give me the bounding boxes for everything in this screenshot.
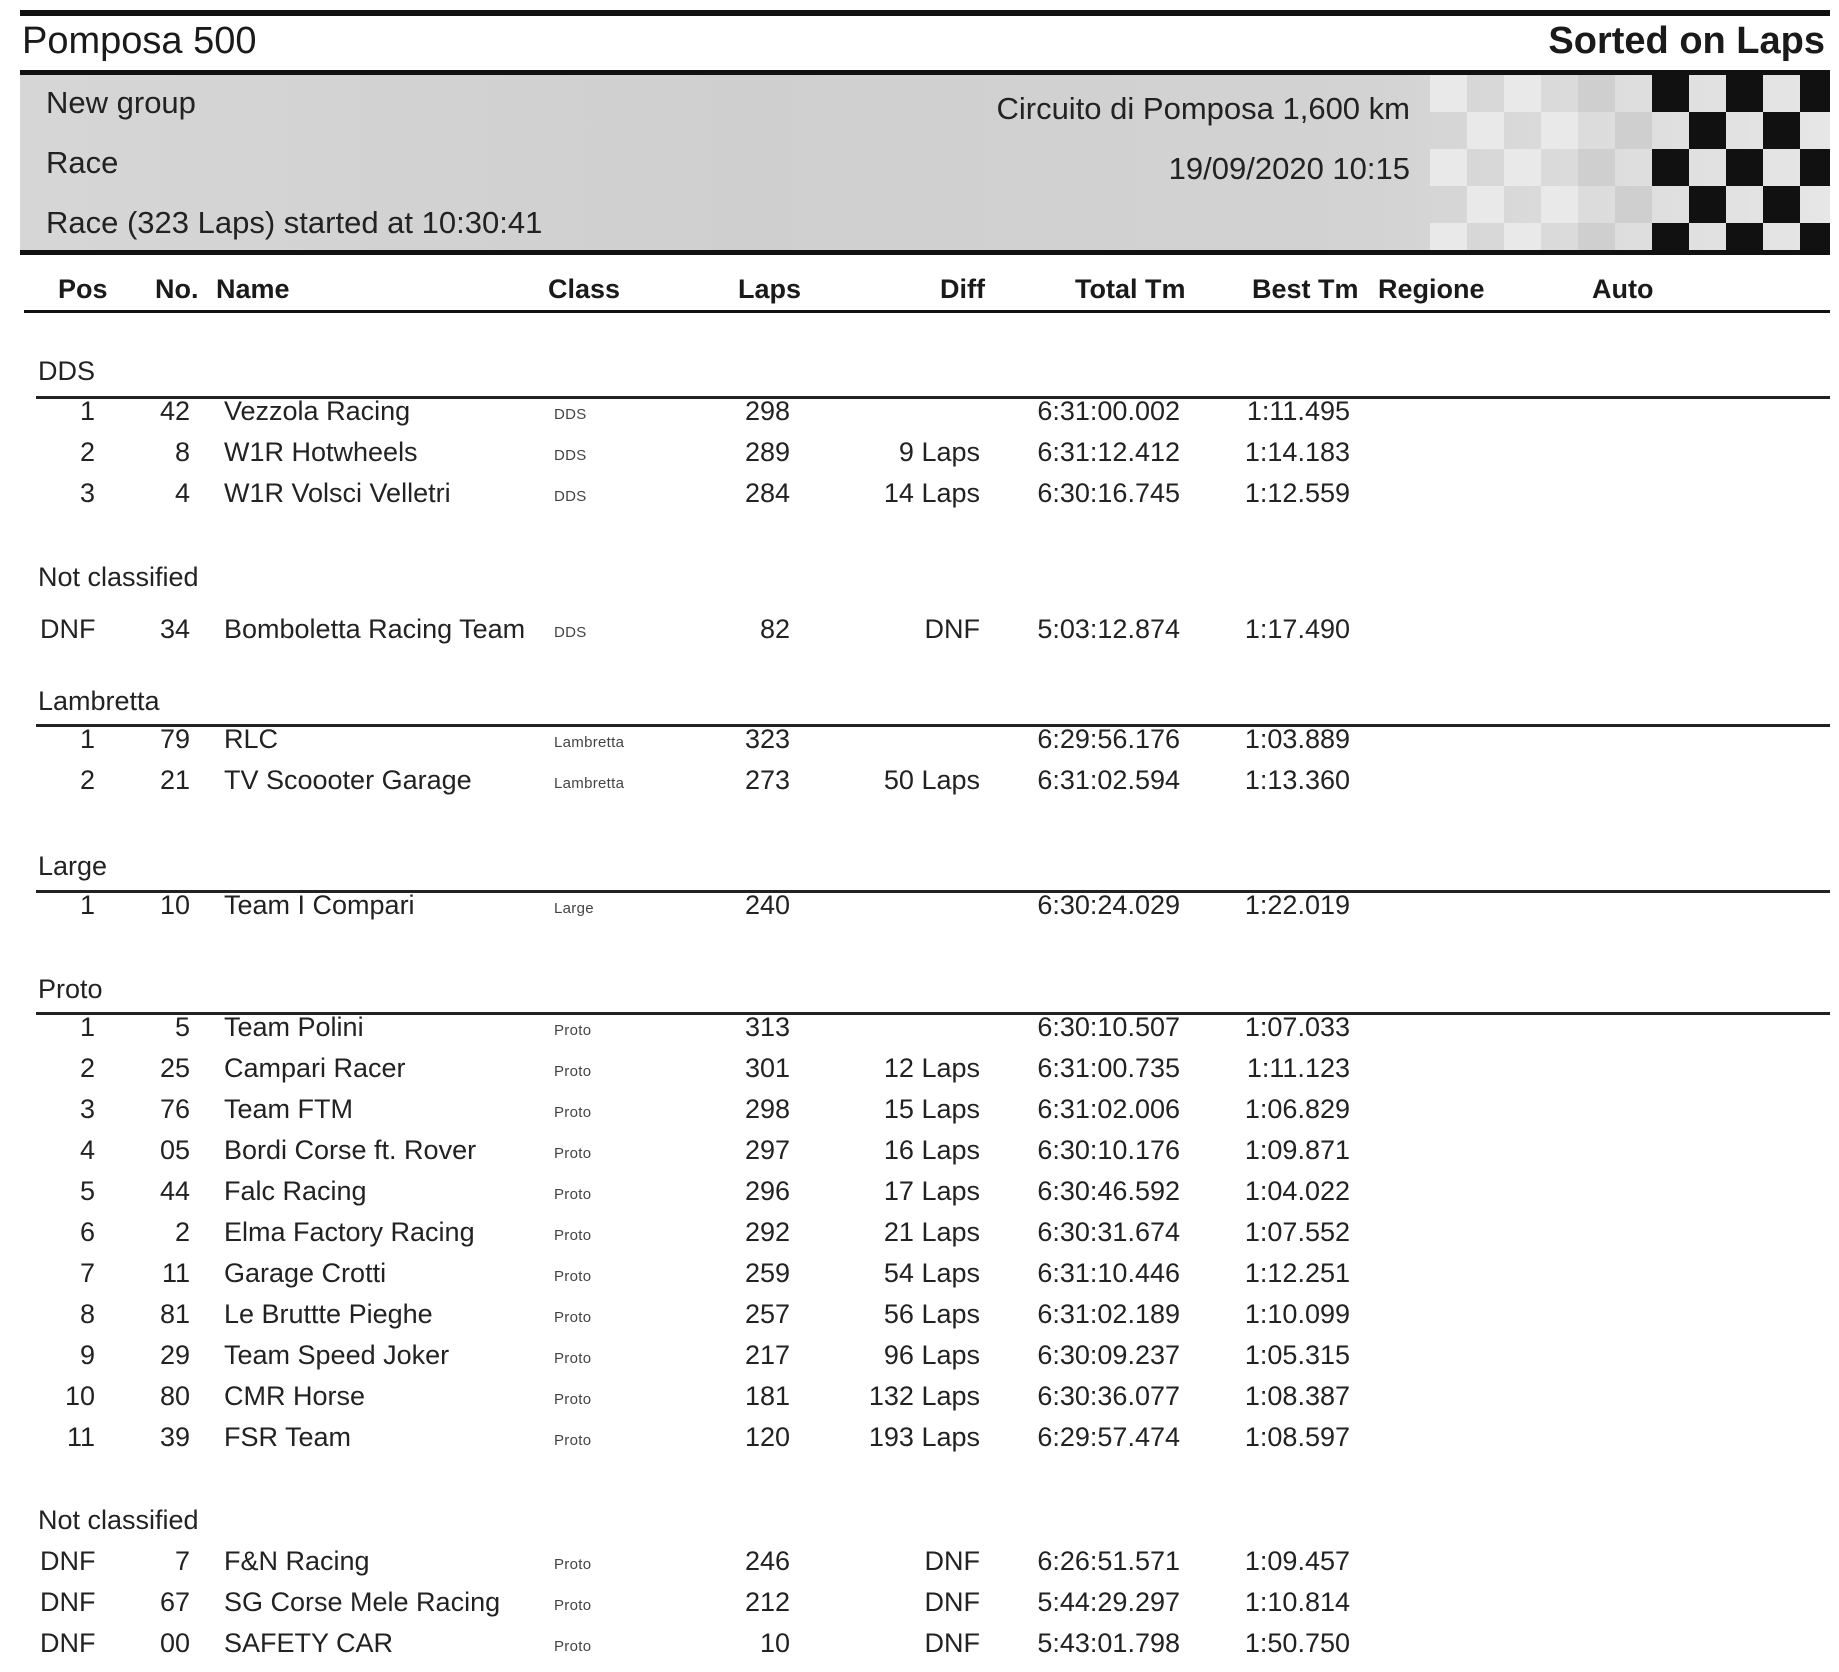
cell-pos: 2 [79, 765, 95, 795]
cell-pos: 1 [79, 890, 95, 920]
sort-label: Sorted on Laps [1548, 20, 1825, 62]
cell-total-time: 5:03:12.874 [1037, 614, 1180, 644]
cell-laps: 273 [744, 765, 790, 795]
cell-total-time: 6:30:09.237 [1037, 1340, 1180, 1370]
cell-number: 4 [174, 478, 190, 508]
result-row [0, 1340, 1839, 1380]
cell-class: Proto [554, 1391, 592, 1408]
cell-pos: 1 [79, 396, 95, 426]
cell-diff: 16 Laps [883, 1135, 980, 1165]
cell-diff: 12 Laps [883, 1053, 980, 1083]
column-header-rule [24, 310, 1830, 313]
cell-laps: 323 [744, 724, 790, 754]
cell-laps: 82 [759, 614, 790, 644]
cell-team-name: Le Bruttte Pieghe [224, 1299, 433, 1329]
cell-diff: 14 Laps [883, 478, 980, 508]
cell-pos: DNF [40, 1546, 96, 1576]
cell-number: 2 [174, 1217, 190, 1247]
cell-total-time: 6:31:02.594 [1037, 765, 1180, 795]
cell-pos: 9 [79, 1340, 95, 1370]
cell-pos: DNF [40, 614, 96, 644]
cell-diff: 21 Laps [883, 1217, 980, 1247]
cell-best-time: 1:13.360 [1244, 765, 1350, 795]
cell-class: DDS [554, 447, 587, 464]
cell-total-time: 6:30:10.176 [1037, 1135, 1180, 1165]
cell-pos: 6 [79, 1217, 95, 1247]
cell-class: Proto [554, 1350, 592, 1367]
cell-pos: 4 [79, 1135, 95, 1165]
cell-best-time: 1:10.099 [1244, 1299, 1350, 1329]
cell-best-time: 1:07.552 [1244, 1217, 1350, 1247]
cell-team-name: Falc Racing [224, 1176, 367, 1206]
cell-diff: 17 Laps [883, 1176, 980, 1206]
cell-diff: DNF [924, 1587, 980, 1617]
cell-best-time: 1:09.871 [1244, 1135, 1350, 1165]
cell-team-name: Campari Racer [224, 1053, 406, 1083]
col-best: Best Tm [1252, 274, 1359, 304]
cell-team-name: SAFETY CAR [224, 1628, 394, 1658]
cell-diff: DNF [924, 614, 980, 644]
cell-laps: 289 [744, 437, 790, 467]
cell-best-time: 1:09.457 [1244, 1546, 1350, 1576]
cell-pos: 11 [66, 1422, 95, 1452]
cell-best-time: 1:14.183 [1244, 437, 1350, 467]
cell-best-time: 1:22.019 [1244, 890, 1350, 920]
cell-team-name: W1R Hotwheels [224, 437, 418, 467]
col-total: Total Tm [1075, 274, 1186, 304]
cell-class: Lambretta [554, 734, 625, 751]
cell-number: 42 [159, 396, 190, 426]
cell-laps: 212 [744, 1587, 790, 1617]
col-pos: Pos [58, 274, 108, 304]
cell-best-time: 1:12.559 [1244, 478, 1350, 508]
cell-number: 25 [159, 1053, 190, 1083]
cell-total-time: 6:29:57.474 [1037, 1422, 1180, 1452]
cell-team-name: Team I Compari [224, 890, 415, 920]
cell-team-name: Team Polini [224, 1012, 364, 1042]
section-label: Not classified [38, 562, 199, 592]
cell-pos: 5 [79, 1176, 95, 1206]
result-row [0, 1381, 1839, 1421]
cell-pos: DNF [40, 1628, 96, 1658]
cell-total-time: 6:31:02.189 [1037, 1299, 1180, 1329]
result-row [0, 1258, 1839, 1298]
result-row [0, 437, 1839, 477]
cell-best-time: 1:12.251 [1244, 1258, 1350, 1288]
result-row [0, 1012, 1839, 1052]
cell-team-name: W1R Volsci Velletri [224, 478, 451, 508]
result-row [0, 765, 1839, 805]
cell-laps: 296 [744, 1176, 790, 1206]
cell-class: Large [554, 900, 594, 917]
section-label: Lambretta [38, 686, 160, 716]
cell-pos: DNF [40, 1587, 96, 1617]
section-label: Proto [38, 974, 103, 1004]
cell-diff: DNF [924, 1546, 980, 1576]
cell-team-name: F&N Racing [224, 1546, 370, 1576]
cell-pos: 1 [79, 724, 95, 754]
cell-class: Proto [554, 1309, 592, 1326]
cell-total-time: 6:30:16.745 [1037, 478, 1180, 508]
cell-diff: 54 Laps [883, 1258, 980, 1288]
result-row [0, 724, 1839, 764]
cell-team-name: Garage Crotti [224, 1258, 387, 1288]
cell-number: 67 [159, 1587, 190, 1617]
cell-best-time: 1:06.829 [1244, 1094, 1350, 1124]
cell-laps: 298 [744, 1094, 790, 1124]
result-row [0, 1628, 1839, 1668]
result-row [0, 1135, 1839, 1175]
event-title: Pomposa 500 [22, 20, 257, 62]
col-class: Class [548, 274, 621, 304]
checkered-flag-icon [1430, 75, 1830, 255]
cell-total-time: 6:31:10.446 [1037, 1258, 1180, 1288]
cell-number: 7 [174, 1546, 190, 1576]
cell-best-time: 1:17.490 [1244, 614, 1350, 644]
result-row [0, 1587, 1839, 1627]
cell-pos: 1 [79, 1012, 95, 1042]
cell-pos: 10 [64, 1381, 95, 1411]
result-row [0, 1094, 1839, 1134]
cell-team-name: CMR Horse [224, 1381, 366, 1411]
cell-best-time: 1:11.123 [1246, 1053, 1350, 1083]
cell-pos: 3 [79, 478, 95, 508]
group-name: New group [46, 85, 196, 120]
result-row [0, 890, 1839, 930]
cell-total-time: 6:31:00.735 [1037, 1053, 1180, 1083]
cell-team-name: RLC [224, 724, 279, 754]
cell-class: Proto [554, 1227, 592, 1244]
cell-diff: 56 Laps [883, 1299, 980, 1329]
cell-class: Proto [554, 1063, 592, 1080]
cell-laps: 217 [744, 1340, 790, 1370]
cell-total-time: 6:30:31.674 [1037, 1217, 1180, 1247]
cell-laps: 120 [744, 1422, 790, 1452]
result-row [0, 1053, 1839, 1093]
col-regione: Regione [1378, 274, 1485, 304]
session-name: Race [46, 145, 119, 180]
cell-number: 29 [159, 1340, 190, 1370]
cell-laps: 292 [744, 1217, 790, 1247]
cell-class: Proto [554, 1268, 592, 1285]
col-auto: Auto [1592, 274, 1654, 304]
cell-laps: 259 [744, 1258, 790, 1288]
result-row [0, 1176, 1839, 1216]
cell-laps: 257 [744, 1299, 790, 1329]
cell-laps: 301 [744, 1053, 790, 1083]
result-row [0, 1217, 1839, 1257]
cell-pos: 8 [79, 1299, 95, 1329]
cell-number: 5 [174, 1012, 190, 1042]
cell-pos: 2 [79, 1053, 95, 1083]
cell-class: Proto [554, 1022, 592, 1039]
cell-number: 10 [159, 890, 190, 920]
cell-number: 00 [159, 1628, 190, 1658]
cell-total-time: 5:44:29.297 [1037, 1587, 1180, 1617]
cell-total-time: 6:30:10.507 [1037, 1012, 1180, 1042]
result-row [0, 614, 1839, 654]
cell-class: DDS [554, 488, 587, 505]
cell-number: 05 [159, 1135, 190, 1165]
cell-team-name: SG Corse Mele Racing [224, 1587, 501, 1617]
col-no: No. [155, 274, 199, 304]
section-label: Not classified [38, 1505, 199, 1535]
cell-laps: 297 [744, 1135, 790, 1165]
cell-diff: 132 Laps [868, 1381, 980, 1411]
cell-team-name: Elma Factory Racing [224, 1217, 475, 1247]
cell-number: 34 [159, 614, 190, 644]
cell-class: Proto [554, 1145, 592, 1162]
cell-team-name: Bordi Corse ft. Rover [224, 1135, 477, 1165]
result-row [0, 1546, 1839, 1586]
cell-total-time: 6:31:02.006 [1037, 1094, 1180, 1124]
cell-best-time: 1:08.597 [1244, 1422, 1350, 1452]
cell-number: 39 [159, 1422, 190, 1452]
event-datetime: 19/09/2020 10:15 [1168, 151, 1410, 186]
cell-class: Proto [554, 1638, 592, 1655]
cell-laps: 284 [744, 478, 790, 508]
cell-class: Proto [554, 1597, 592, 1614]
result-row [0, 1422, 1839, 1462]
cell-laps: 313 [744, 1012, 790, 1042]
result-row [0, 1299, 1839, 1339]
cell-total-time: 6:30:46.592 [1037, 1176, 1180, 1206]
cell-number: 11 [161, 1258, 190, 1288]
cell-diff: 96 Laps [883, 1340, 980, 1370]
cell-total-time: 6:30:36.077 [1037, 1381, 1180, 1411]
cell-number: 79 [159, 724, 190, 754]
section-label: DDS [38, 356, 96, 386]
cell-total-time: 6:29:56.176 [1037, 724, 1180, 754]
cell-team-name: Vezzola Racing [224, 396, 411, 426]
cell-total-time: 6:31:12.412 [1037, 437, 1180, 467]
cell-team-name: TV Scoooter Garage [224, 765, 472, 795]
cell-team-name: Team Speed Joker [224, 1340, 450, 1370]
cell-class: DDS [554, 624, 587, 641]
cell-number: 81 [159, 1299, 190, 1329]
cell-best-time: 1:03.889 [1244, 724, 1350, 754]
cell-number: 76 [159, 1094, 190, 1124]
cell-diff: 50 Laps [883, 765, 980, 795]
cell-diff: 193 Laps [868, 1422, 980, 1452]
cell-total-time: 6:30:24.029 [1037, 890, 1180, 920]
cell-pos: 3 [79, 1094, 95, 1124]
cell-laps: 181 [744, 1381, 790, 1411]
cell-total-time: 6:26:51.571 [1037, 1546, 1180, 1576]
cell-best-time: 1:07.033 [1244, 1012, 1350, 1042]
cell-team-name: FSR Team [224, 1422, 352, 1452]
cell-laps: 298 [744, 396, 790, 426]
cell-class: Proto [554, 1432, 592, 1449]
cell-number: 21 [159, 765, 190, 795]
cell-diff: 15 Laps [883, 1094, 980, 1124]
cell-laps: 240 [744, 890, 790, 920]
cell-number: 44 [159, 1176, 190, 1206]
cell-team-name: Team FTM [224, 1094, 354, 1124]
cell-best-time: 1:04.022 [1244, 1176, 1350, 1206]
cell-number: 8 [174, 437, 190, 467]
cell-class: DDS [554, 406, 587, 423]
cell-pos: 2 [79, 437, 95, 467]
cell-pos: 7 [79, 1258, 95, 1288]
col-laps: Laps [738, 274, 802, 304]
cell-best-time: 1:50.750 [1244, 1628, 1350, 1658]
cell-class: Proto [554, 1186, 592, 1203]
cell-best-time: 1:08.387 [1244, 1381, 1350, 1411]
cell-best-time: 1:05.315 [1244, 1340, 1350, 1370]
cell-team-name: Bomboletta Racing Team [224, 614, 526, 644]
cell-total-time: 6:31:00.002 [1037, 396, 1180, 426]
cell-class: Proto [554, 1104, 592, 1121]
race-start-info: Race (323 Laps) started at 10:30:41 [46, 205, 543, 240]
cell-class: Proto [554, 1556, 592, 1573]
cell-total-time: 5:43:01.798 [1037, 1628, 1180, 1658]
cell-laps: 246 [744, 1546, 790, 1576]
cell-diff: DNF [924, 1628, 980, 1658]
cell-diff: 9 Laps [898, 437, 980, 467]
cell-laps: 10 [759, 1628, 790, 1658]
cell-best-time: 1:11.495 [1246, 396, 1350, 426]
result-row [0, 396, 1839, 436]
section-label: Large [38, 851, 108, 881]
cell-class: Lambretta [554, 775, 625, 792]
col-diff: Diff [940, 274, 985, 304]
col-name: Name [216, 274, 290, 304]
top-rule [20, 10, 1830, 16]
result-row [0, 478, 1839, 518]
cell-number: 80 [159, 1381, 190, 1411]
info-band [20, 70, 1830, 255]
cell-best-time: 1:10.814 [1244, 1587, 1350, 1617]
circuit-name: Circuito di Pomposa 1,600 km [996, 91, 1410, 126]
